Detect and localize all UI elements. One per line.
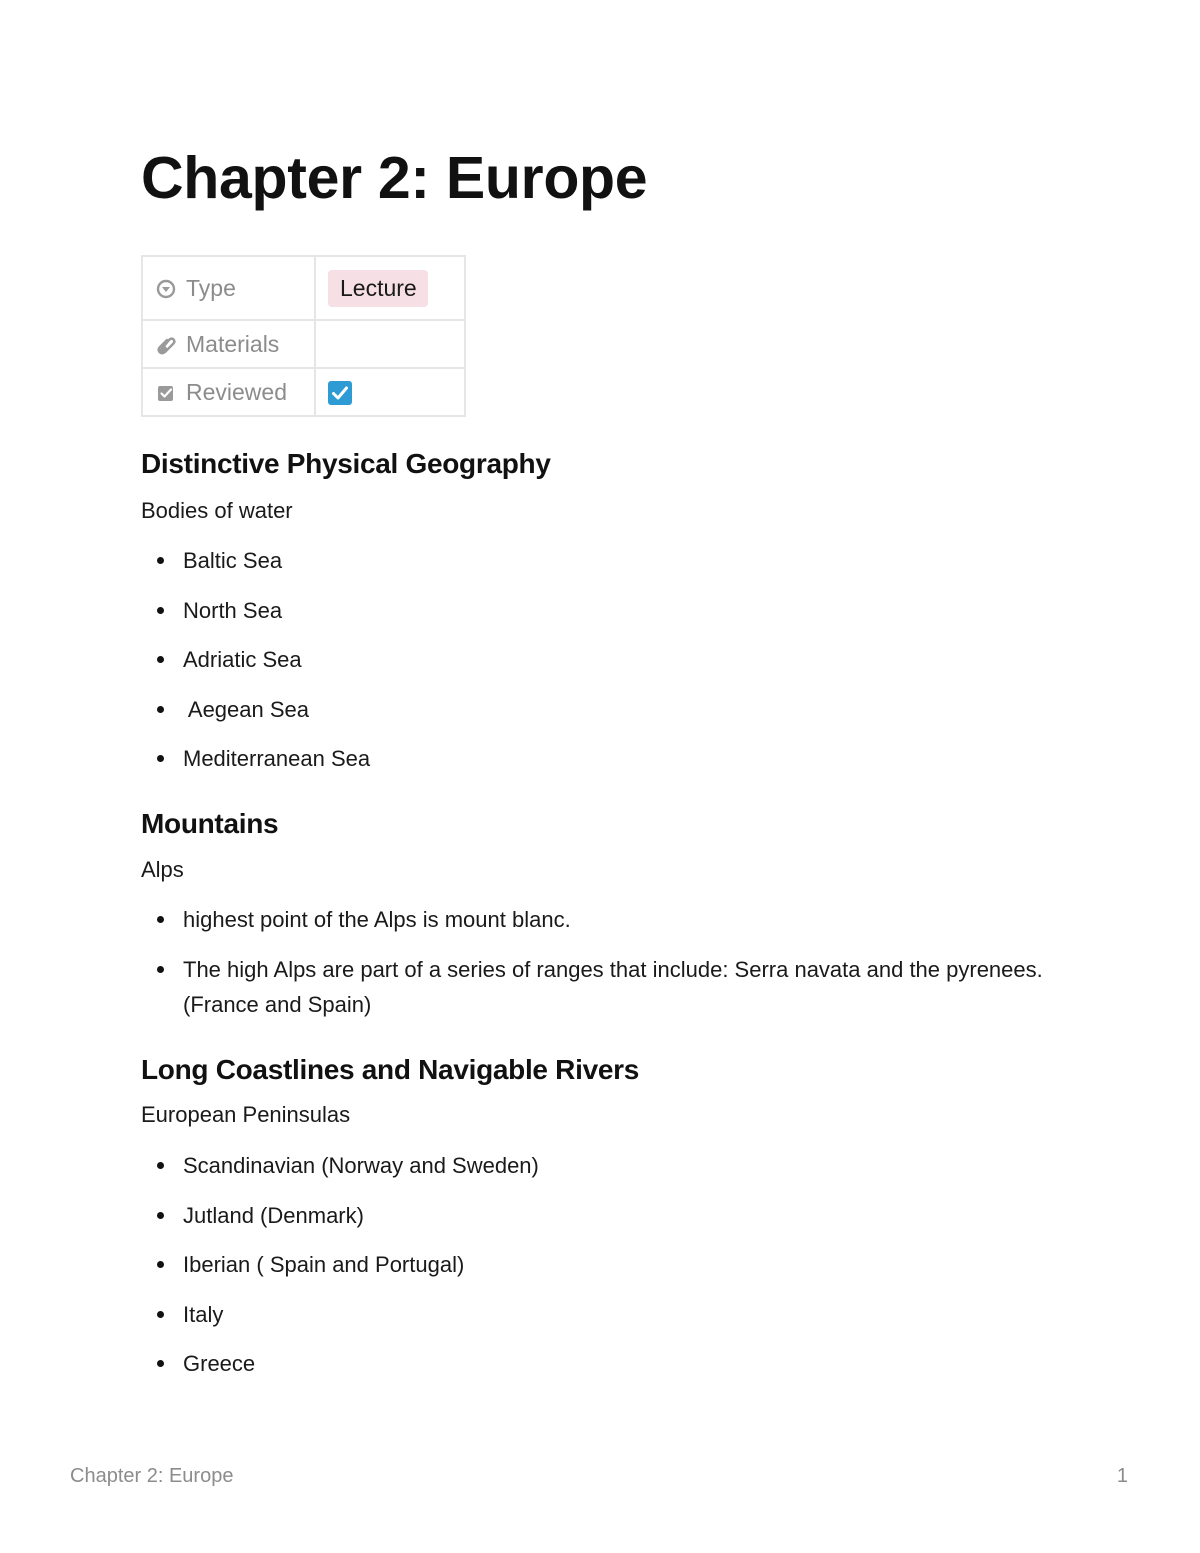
property-key-type: [142, 256, 315, 320]
list-item: Italy: [141, 1297, 1043, 1332]
list-item: Scandinavian (Norway and Sweden): [141, 1148, 1043, 1183]
property-key-reviewed: [142, 368, 315, 416]
property-row-type: [142, 256, 465, 320]
page-title: Chapter 2: Europe: [141, 145, 648, 211]
list-item: highest point of the Alps is mount blanc.: [141, 902, 1043, 937]
page-number: 1: [1116, 1465, 1128, 1487]
list-item: The high Alps are part of a series of ranges that include: Serra navata and the pyrenees. (France and Spain): [141, 952, 1043, 1022]
check-icon: [328, 381, 352, 405]
properties-table: [141, 255, 466, 417]
alps-list: [141, 902, 1043, 1036]
property-row-reviewed: [142, 368, 465, 416]
type-tag[interactable]: Lecture: [328, 270, 428, 307]
list-item: Iberian ( Spain and Portugal): [141, 1247, 1043, 1282]
property-value-materials[interactable]: [315, 320, 465, 368]
checkbox-icon: [156, 382, 176, 402]
property-key-label: Materials: [186, 330, 280, 357]
section-heading-mountains: Mountains: [141, 808, 279, 839]
list-item: Adriatic Sea: [141, 642, 1043, 677]
peninsulas-list: [141, 1148, 1043, 1396]
property-value-reviewed[interactable]: [315, 368, 465, 416]
list-item: Greece: [141, 1346, 1043, 1381]
list-item: North Sea: [141, 593, 1043, 628]
property-key-materials: [142, 320, 315, 368]
bodies-of-water-list: [141, 543, 1043, 791]
reviewed-checkbox[interactable]: [328, 381, 352, 405]
list-item: Jutland (Denmark): [141, 1198, 1043, 1233]
list-item: Aegean Sea: [141, 692, 1043, 727]
section-heading-coastlines-rivers: Long Coastlines and Navigable Rivers: [141, 1054, 639, 1085]
section-paragraph-peninsulas: European Peninsulas: [141, 1102, 351, 1127]
section-paragraph-bodies-of-water: Bodies of water: [141, 498, 293, 523]
property-key-label: Type: [186, 274, 236, 301]
footer-title: Chapter 2: Europe: [70, 1465, 234, 1487]
list-item: Mediterranean Sea: [141, 741, 1043, 776]
property-key-label: Reviewed: [186, 378, 287, 405]
property-value-type[interactable]: [315, 256, 465, 320]
select-icon: [156, 278, 176, 298]
list-item: Baltic Sea: [141, 543, 1043, 578]
paperclip-icon: [156, 334, 176, 354]
property-row-materials: [142, 320, 465, 368]
section-paragraph-alps: Alps: [141, 857, 184, 882]
section-heading-physical-geography: Distinctive Physical Geography: [141, 448, 551, 479]
